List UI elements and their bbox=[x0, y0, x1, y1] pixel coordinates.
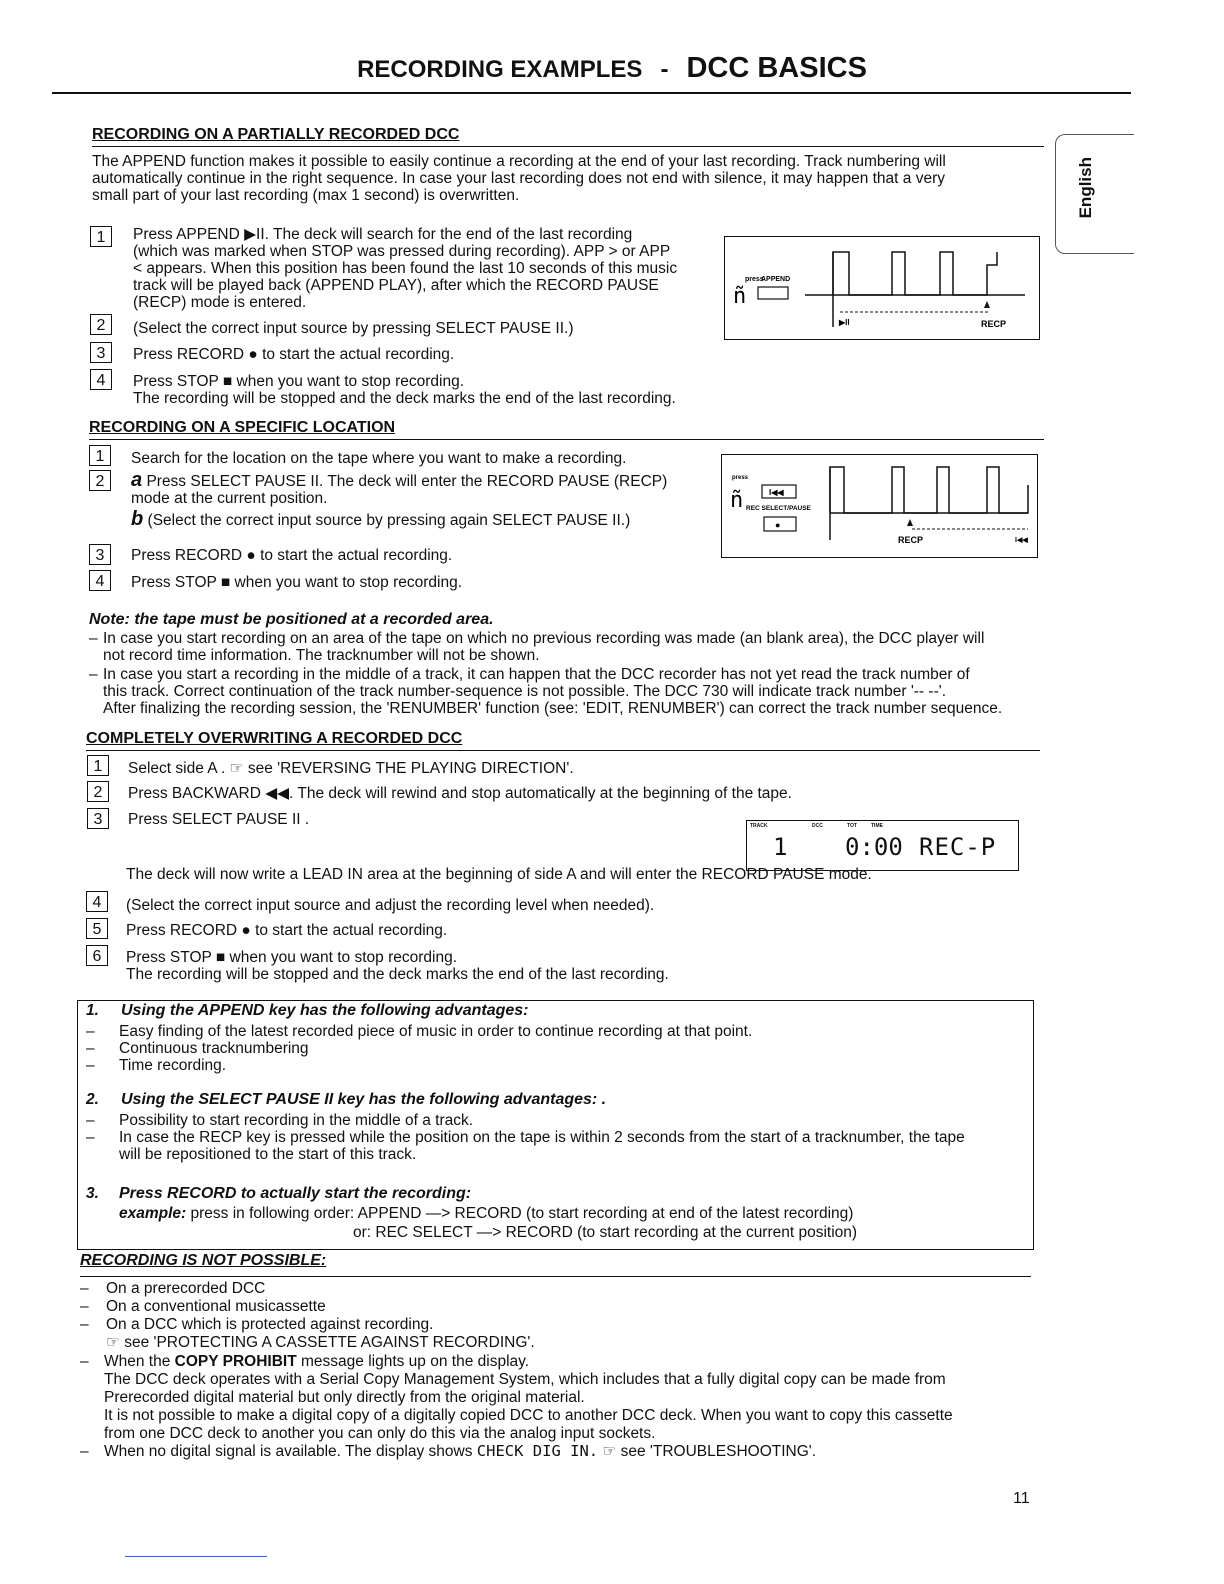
advantage-heading: Press RECORD to actually start the recording: bbox=[119, 1185, 472, 1202]
intro-paragraph bbox=[92, 153, 946, 204]
list-item: ☞ see 'PROTECTING A CASSETTE AGAINST RECORDING'. bbox=[106, 1334, 535, 1351]
footer-rule bbox=[125, 1556, 267, 1557]
list-item: message lights up on the display. bbox=[296, 1353, 530, 1370]
sub-step-text: (Select the correct input source by pressing again SELECT PAUSE II.) bbox=[147, 512, 631, 529]
list-item: When the bbox=[104, 1353, 171, 1370]
note-heading: Note: the tape must be positioned at a recorded area. bbox=[89, 611, 494, 628]
note-line: After finalizing the recording session, the 'RENUMBER' function (see: 'EDIT, RENUMBER') can correct the track number sequence. bbox=[103, 700, 1003, 717]
hand-icon: ñ bbox=[730, 488, 744, 513]
advantage-point: Time recording. bbox=[119, 1057, 227, 1074]
step-number: 4 bbox=[90, 369, 112, 390]
language-tab-label: English bbox=[1076, 157, 1095, 219]
step-number: 5 bbox=[86, 918, 108, 939]
advantage-point: will be repositioned to the start of this track. bbox=[119, 1146, 417, 1163]
advantages-box bbox=[77, 1000, 1034, 1250]
advantage-number: 2. bbox=[86, 1091, 99, 1108]
copy-prohibit-label: COPY PROHIBIT bbox=[174, 1353, 297, 1370]
advantage-points: – Possibility to start recording in the middle of a track. – In case the RECP key is pressed while the position on the tape is within 2 seconds from the start of a tracknumber, the tape will be repositioned to the start of this track. bbox=[86, 1112, 965, 1163]
append-key-icon bbox=[758, 287, 788, 299]
step-number: 2 bbox=[90, 314, 112, 335]
note-line: In case you start a recording in the middle of a track, it can happen that the DCC recorder has not yet read the track number of bbox=[103, 666, 970, 683]
step-line: The recording will be stopped and the deck marks the end of the last recording. bbox=[126, 966, 669, 983]
step-number: 4 bbox=[86, 891, 108, 912]
example-line bbox=[119, 1205, 853, 1222]
section-heading-append: RECORDING ON A PARTIALLY RECORDED DCC bbox=[92, 126, 460, 143]
step-text: (Select the correct input source by pressing SELECT PAUSE II.) bbox=[133, 320, 574, 337]
step-number: 3 bbox=[87, 808, 109, 829]
advantage-point: Possibility to start recording in the middle of a track. bbox=[119, 1112, 474, 1129]
step-text bbox=[133, 226, 677, 311]
section-rule bbox=[92, 146, 1044, 147]
intro-line: automatically continue in the right sequence. In case your last recording does not end with silence, it may happen that a very bbox=[92, 170, 945, 187]
tape-track-graphic bbox=[722, 455, 1036, 556]
section-rule bbox=[89, 439, 1044, 440]
lcd-time: 0:00 bbox=[845, 833, 903, 861]
step-text: Press RECORD ● to start the actual recording. bbox=[131, 547, 453, 564]
lcd-time-label: TIME bbox=[871, 823, 883, 829]
step-text: Press BACKWARD ◀◀. The deck will rewind and stop automatically at the beginning of the tape. bbox=[128, 785, 792, 802]
section-rule bbox=[80, 1276, 1031, 1277]
step-text bbox=[131, 469, 668, 530]
advantage-points: – Easy finding of the latest recorded piece of music in order to continue recording at that point. – Continuous tracknumbering – Time recording. bbox=[86, 1023, 753, 1074]
step-text: Search for the location on the tape where you want to make a recording. bbox=[131, 450, 627, 467]
step-text: Press RECORD ● to start the actual recording. bbox=[126, 922, 448, 939]
hand-icon: ñ bbox=[733, 284, 747, 309]
lead-in-text: The deck will now write a LEAD IN area at the beginning of side A and will enter the RECORD PAUSE mode. bbox=[126, 866, 872, 883]
step-text: Press STOP ■ when you want to stop recording. bbox=[131, 574, 463, 591]
pause-dot-icon: ● bbox=[775, 520, 781, 530]
list-item: On a prerecorded DCC bbox=[106, 1280, 266, 1297]
step-line: track will be played back (APPEND PLAY), after which the RECORD PAUSE bbox=[133, 277, 659, 294]
list-item: On a conventional musicassette bbox=[106, 1298, 326, 1315]
step-number: 1 bbox=[89, 445, 111, 466]
skip-back-icon: I◀◀ bbox=[769, 488, 784, 497]
note-line: In case you start recording on an area of the tape on which no previous recording was made (an blank area), the DCC player will bbox=[103, 630, 985, 647]
list-item: Prerecorded digital material but only directly from the original material. bbox=[104, 1389, 585, 1406]
step-number: 3 bbox=[90, 342, 112, 363]
step-line: Press STOP ■ when you want to stop recording. bbox=[133, 373, 465, 390]
step-number: 3 bbox=[89, 544, 111, 565]
step-text bbox=[126, 949, 669, 983]
lcd-tot-label: TOT bbox=[847, 823, 857, 829]
step-line: < appears. When this position has been found the last 10 seconds of this music bbox=[133, 260, 678, 277]
list-item: ☞ see 'TROUBLESHOOTING'. bbox=[602, 1443, 817, 1460]
diagram-marker-mid: RECP bbox=[898, 535, 924, 545]
title-separator: - bbox=[660, 56, 669, 83]
step-number: 6 bbox=[86, 945, 108, 966]
step-text: Press RECORD ● to start the actual recording. bbox=[133, 346, 455, 363]
lcd-track: 1 bbox=[773, 833, 788, 861]
diagram-press-label: press bbox=[732, 475, 749, 481]
section-heading-overwrite: COMPLETELY OVERWRITING A RECORDED DCC bbox=[86, 730, 463, 747]
sub-step-letter: a bbox=[131, 469, 143, 491]
page-title bbox=[0, 52, 1224, 85]
note-line: not record time information. The tracknumber will not be shown. bbox=[103, 647, 540, 664]
check-dig-in-display: CHECK DIG IN. bbox=[476, 1442, 599, 1460]
step-text: Select side A . ☞ see 'REVERSING THE PLAYING DIRECTION'. bbox=[128, 760, 574, 777]
select-pause-diagram bbox=[721, 454, 1038, 558]
diagram-marker-left: ▶II bbox=[839, 318, 850, 327]
note-line: this track. Correct continuation of the track number-sequence is not possible. The DCC 730 will indicate track number '-- --'. bbox=[103, 683, 946, 700]
intro-line: The APPEND function makes it possible to easily continue a recording at the end of your last recording. Track numbering will bbox=[92, 153, 946, 170]
lcd-track-label: TRACK bbox=[750, 823, 768, 829]
append-diagram bbox=[724, 236, 1040, 340]
advantage-group bbox=[86, 1002, 529, 1019]
step-line: Press STOP ■ when you want to stop recording. bbox=[126, 949, 458, 966]
sub-step-letter: b bbox=[131, 508, 144, 530]
diagram-marker-right: RECP bbox=[981, 319, 1007, 329]
list-item: The DCC deck operates with a Serial Copy Management System, which includes that a fully digital copy can be made from bbox=[104, 1371, 946, 1388]
example-text: or: REC SELECT —> RECORD (to start recording at the current position) bbox=[353, 1224, 858, 1241]
title-left: RECORDING EXAMPLES bbox=[357, 56, 643, 83]
advantage-point: In case the RECP key is pressed while the position on the tape is within 2 seconds from the start of a tracknumber, the tape bbox=[119, 1129, 965, 1146]
step-number: 2 bbox=[87, 781, 109, 802]
step-line: The recording will be stopped and the deck marks the end of the last recording. bbox=[133, 390, 676, 407]
lcd-display bbox=[746, 820, 1019, 871]
title-right: DCC BASICS bbox=[686, 52, 867, 84]
step-number: 4 bbox=[89, 570, 111, 591]
advantage-group bbox=[86, 1091, 607, 1108]
list-item: It is not possible to make a digital copy of a digitally copied DCC to another DCC deck. When you want to copy this cassette bbox=[104, 1407, 953, 1424]
header-rule bbox=[52, 92, 1131, 94]
note-item: – In case you start a recording in the middle of a track, it can happen that the DCC recorder has not yet read the track number of this track. Correct continuation of the track number-sequence is not possible. The DCC 730 will indicate track number '-- --'. After finalizing the recording session, the 'RENUMBER' function (see: 'EDIT, RENUMBER') can correct the track number sequence. bbox=[89, 666, 1003, 717]
not-possible-list: – On a prerecorded DCC – On a conventional musicassette – On a DCC which is protected against recording. ☞ see 'PROTECTING A CASSETTE AGAINST RECORDING'. – When the COPY PROHIBIT message lights up on the display. The DCC deck operates with a Serial Copy Management System, which includes that a fully digital copy can be made from Prerecorded digital material but only directly from the original material. It is not possible to make a digital copy of a digitally copied DCC to another DCC deck. When you want to copy this cassette from one DCC deck to another you can only do this via the analog input sockets. – When no digital signal is available. The display shows CHECK DIG IN. ☞ see 'TROUBLESHOOTING'. bbox=[80, 1280, 953, 1460]
section-heading-specific: RECORDING ON A SPECIFIC LOCATION bbox=[89, 419, 396, 436]
advantage-group bbox=[86, 1185, 472, 1202]
list-item: When no digital signal is available. The display shows bbox=[104, 1443, 473, 1460]
section-rule bbox=[86, 750, 1040, 751]
sub-step-text: mode at the current position. bbox=[131, 490, 328, 507]
list-item: On a DCC which is protected against recording. bbox=[106, 1316, 434, 1333]
advantage-number: 1. bbox=[86, 1002, 99, 1019]
sub-step-text: Press SELECT PAUSE II. The deck will enter the RECORD PAUSE (RECP) bbox=[146, 473, 668, 490]
list-item: from one DCC deck to another you can only do this via the analog input sockets. bbox=[104, 1425, 656, 1442]
page-number: 11 bbox=[1013, 1490, 1030, 1507]
note-item: – In case you start recording on an area of the tape on which no previous recording was made (an blank area), the DCC player will not record time information. The tracknumber will not be shown. bbox=[89, 630, 985, 664]
step-text bbox=[133, 373, 676, 407]
step-number: 1 bbox=[90, 226, 112, 247]
example-label: example: bbox=[119, 1205, 187, 1222]
diagram-key-label: APPEND bbox=[761, 276, 791, 283]
diagram-key-label: REC SELECT/PAUSE bbox=[746, 505, 811, 512]
example-text: press in following order: APPEND —> RECORD (to start recording at end of the latest recording) bbox=[186, 1205, 854, 1222]
advantage-point: Continuous tracknumbering bbox=[119, 1040, 309, 1057]
lcd-mode: REC-P bbox=[919, 833, 997, 861]
step-text: Press SELECT PAUSE II . bbox=[128, 811, 310, 828]
step-line: Press APPEND ▶II. The deck will search for the end of the last recording bbox=[133, 226, 633, 243]
diagram-press-label: press bbox=[745, 276, 764, 283]
language-tab bbox=[1055, 134, 1134, 254]
advantage-point: Easy finding of the latest recorded piece of music in order to continue recording at that point. bbox=[119, 1023, 753, 1040]
tape-track-graphic bbox=[725, 237, 1038, 338]
step-number: 2 bbox=[89, 470, 111, 491]
lcd-dcc-label: DCC bbox=[812, 823, 823, 829]
step-number: 1 bbox=[87, 755, 109, 776]
intro-line: small part of your last recording (max 1 second) is overwritten. bbox=[92, 187, 520, 204]
diagram-marker-right: I◀◀ bbox=[1015, 537, 1028, 544]
step-line: (RECP) mode is entered. bbox=[133, 294, 307, 311]
step-line: (which was marked when STOP was pressed during recording). APP > or APP bbox=[133, 243, 671, 260]
advantage-heading: Using the APPEND key has the following advantages: bbox=[121, 1002, 529, 1019]
section-heading-not-possible: RECORDING IS NOT POSSIBLE: bbox=[80, 1252, 327, 1269]
step-text: (Select the correct input source and adjust the recording level when needed). bbox=[126, 897, 655, 914]
advantage-number: 3. bbox=[86, 1185, 99, 1202]
advantage-heading: Using the SELECT PAUSE II key has the following advantages: . bbox=[121, 1091, 607, 1108]
